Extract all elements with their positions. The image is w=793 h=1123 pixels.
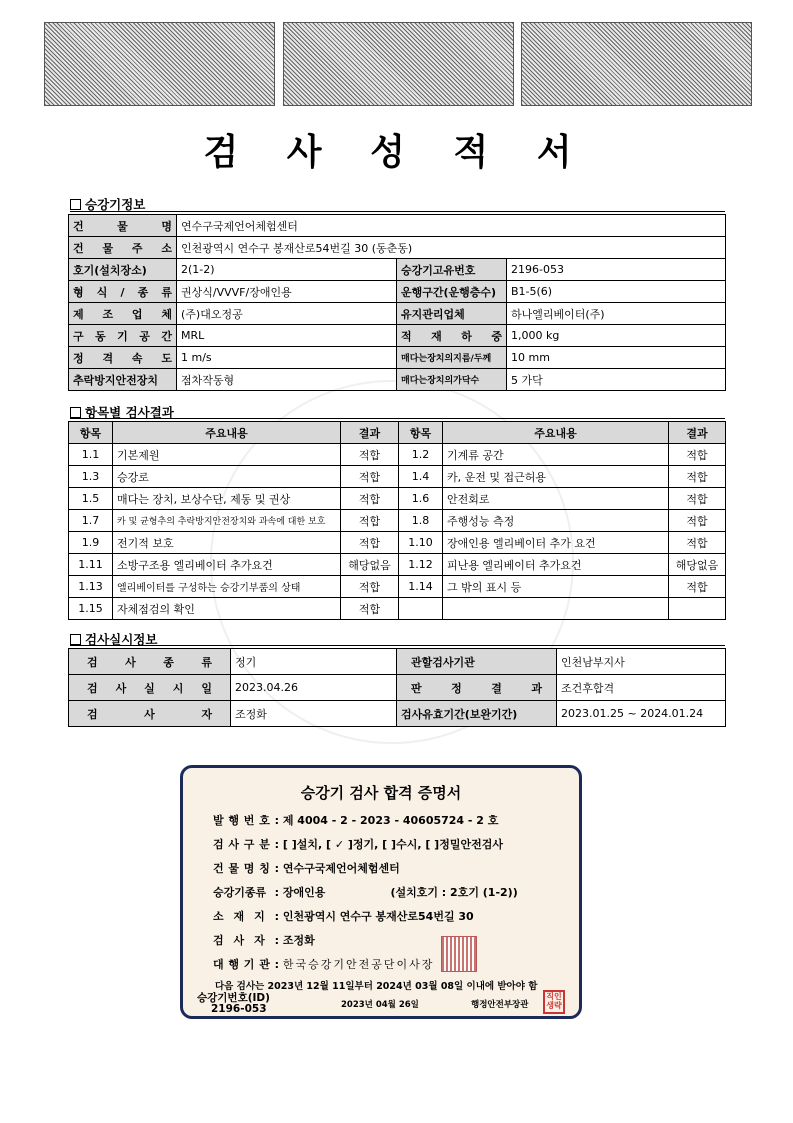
item-content: 전기적 보호 [113,532,341,554]
value-inspection-type: 정기 [231,649,397,675]
item-number: 1.9 [69,532,113,554]
item-result: 적합 [341,532,399,554]
item-number: 1.3 [69,466,113,488]
item-result: 적합 [669,532,726,554]
header-item: 항목 [399,422,443,444]
table-row [69,649,726,675]
item-number: 1.11 [69,554,113,576]
label-manufacturer: 제 조 업 체 [69,303,177,325]
item-content: 카 및 균형추의 추락방지안전장치와 과속에 대한 보호 [113,510,341,532]
certificate-title: 승강기 검사 합격 증명서 [300,784,462,802]
item-result: 적합 [341,510,399,532]
label-rope-count: 매다는장치의가닥수 [397,369,507,391]
header-content: 주요내용 [443,422,669,444]
value-manufacturer: (주)대오정공 [177,303,397,325]
item-number: 1.8 [399,510,443,532]
cert-row-inspection-type: 검 사 구 분 : [ ]설치, [ ✓ ]정기, [ ]수시, [ ]정밀안전검사 [213,838,503,851]
section-inspection-heading: 검사실시정보 [70,630,157,648]
table-row [69,510,726,532]
agency-stamp [441,936,477,972]
item-number: 1.6 [399,488,443,510]
label-load: 적 재 하 중 [397,325,507,347]
item-content: 카, 운전 및 접근허용 [443,466,669,488]
item-content: 자체점검의 확인 [113,598,341,620]
value-validity: 2023.01.25 ~ 2024.01.24 [557,701,726,727]
section-results-heading: 항목별 검사결과 [70,403,174,421]
label-judgment: 판 정 결 과 [397,675,557,701]
divider [70,645,725,646]
table-row [69,347,726,369]
label-inspection-date: 검 사 실 시 일 [69,675,231,701]
table-row [69,237,726,259]
label-operating-range: 운행구간(운행층수) [397,281,507,303]
value-unique-number: 2196-053 [507,259,726,281]
header-content: 주요내용 [113,422,341,444]
table-row [69,325,726,347]
cert-row-building: 건 물 명 칭 : 연수구국제언어체험센터 [213,862,400,875]
item-content: 안전회로 [443,488,669,510]
label-type: 형 식 / 종 류 [69,281,177,303]
item-number: 1.2 [399,444,443,466]
value-unit: 2(1-2) [177,259,397,281]
item-number: 1.10 [399,532,443,554]
value-inspector: 조정화 [231,701,397,727]
qr-code-3 [521,22,752,106]
label-building-name: 건 물 명 [69,215,177,237]
item-number: 1.13 [69,576,113,598]
label-inspection-type: 검 사 종 류 [69,649,231,675]
item-content [443,598,669,620]
label-rope-diameter: 매다는장치의지름/두께 [397,347,507,369]
table-row [69,554,726,576]
item-result: 적합 [669,466,726,488]
item-number [399,598,443,620]
table-row [69,369,726,391]
results-table [68,421,726,620]
document-title: 검 사 성 적 서 [203,132,590,173]
value-agency: 인천남부지사 [557,649,726,675]
table-row [69,532,726,554]
inspection-table [68,648,726,727]
cert-row-agency: 대 행 기 관 : 한국승강기안전공단이사장 [213,958,435,971]
value-inspection-date: 2023.04.26 [231,675,397,701]
item-result: 적합 [669,444,726,466]
value-judgment: 조건후합격 [557,675,726,701]
value-load: 1,000 kg [507,325,726,347]
cert-row-inspector: 검 사 자 : 조정화 [213,934,315,947]
cert-row-elevator-type: 승강기종류 : 장애인용 (설치호기 : 2호기 (1-2)) [213,886,518,899]
item-number: 1.7 [69,510,113,532]
value-maintenance: 하나엘리베이터(주) [507,303,726,325]
item-result [669,598,726,620]
item-content: 엘리베이터를 구성하는 승강기부품의 상태 [113,576,341,598]
value-building-name: 연수구국제언어체험센터 [177,215,726,237]
minister-name: 행정안전부장관 [471,1000,529,1010]
item-content: 기본제원 [113,444,341,466]
item-result: 적합 [669,488,726,510]
item-result: 적합 [341,466,399,488]
item-content: 기계류 공간 [443,444,669,466]
header-item: 항목 [69,422,113,444]
label-safety-gear: 추락방지안전장치 [69,369,177,391]
item-result: 해당없음 [669,554,726,576]
label-unit: 호기(설치장소) [69,259,177,281]
item-number: 1.12 [399,554,443,576]
item-result: 적합 [341,488,399,510]
item-number: 1.14 [399,576,443,598]
item-content: 장애인용 엘리베이터 추가 요건 [443,532,669,554]
item-number: 1.5 [69,488,113,510]
label-building-address: 건 물 주 소 [69,237,177,259]
omitted-seal: 직인생략 [543,990,565,1014]
value-building-address: 인천광역시 연수구 봉재산로54번길 30 (동춘동) [177,237,726,259]
table-row [69,576,726,598]
item-result: 적합 [341,576,399,598]
table-row [69,303,726,325]
item-result: 적합 [669,510,726,532]
value-machine-space: MRL [177,325,397,347]
value-rope-count: 5 가닥 [507,369,726,391]
qr-code-1 [44,22,275,106]
table-row [69,281,726,303]
next-inspection-notice: 다음 검사는 2023년 12월 11일부터 2024년 03월 08일 이내에 받아야 함 [215,981,538,992]
label-machine-space: 구 동 기 공 간 [69,325,177,347]
value-rope-diameter: 10 mm [507,347,726,369]
item-result: 적합 [669,576,726,598]
value-speed: 1 m/s [177,347,397,369]
table-row [69,259,726,281]
elevator-id: 2196-053 [211,1003,267,1015]
cert-row-issue-number: 발 행 번 호 : 제 4004 - 2 - 2023 - 40605724 - 2 호 [213,814,499,827]
item-result: 적합 [341,444,399,466]
table-row [69,215,726,237]
qr-code-2 [283,22,514,106]
label-maintenance: 유지관리업체 [397,303,507,325]
table-row [69,444,726,466]
item-content: 소방구조용 엘리베이터 추가요건 [113,554,341,576]
table-row [69,598,726,620]
label-agency: 관할검사기관 [397,649,557,675]
section-info-heading: 승강기정보 [70,195,145,213]
pass-certificate [180,765,582,1019]
elevator-info-table [68,214,726,391]
label-unique-number: 승강기고유번호 [397,259,507,281]
divider [70,418,725,419]
item-content: 매다는 장치, 보상수단, 제동 및 권상 [113,488,341,510]
item-number: 1.1 [69,444,113,466]
header-result: 결과 [669,422,726,444]
item-result: 해당없음 [341,554,399,576]
item-number: 1.15 [69,598,113,620]
value-operating-range: B1-5(6) [507,281,726,303]
table-header-row [69,422,726,444]
label-validity: 검사유효기간(보완기간) [397,701,557,727]
table-row [69,488,726,510]
item-content: 승강로 [113,466,341,488]
label-speed: 정 격 속 도 [69,347,177,369]
item-content: 주행성능 측정 [443,510,669,532]
item-result: 적합 [341,598,399,620]
header-result: 결과 [341,422,399,444]
value-safety-gear: 점차작동형 [177,369,397,391]
item-content: 그 밖의 표시 등 [443,576,669,598]
item-content: 피난용 엘리베이터 추가요건 [443,554,669,576]
table-row [69,466,726,488]
issue-date: 2023년 04월 26일 [341,1000,419,1010]
item-number: 1.4 [399,466,443,488]
cert-row-location: 소 재 지 : 인천광역시 연수구 봉재산로54번길 30 [213,910,474,923]
value-type: 권상식/VVVF/장애인용 [177,281,397,303]
divider [70,211,725,212]
table-row [69,701,726,727]
elevator-id-label: 승강기번호(ID) [197,992,270,1004]
label-inspector: 검 사 자 [69,701,231,727]
table-row [69,675,726,701]
